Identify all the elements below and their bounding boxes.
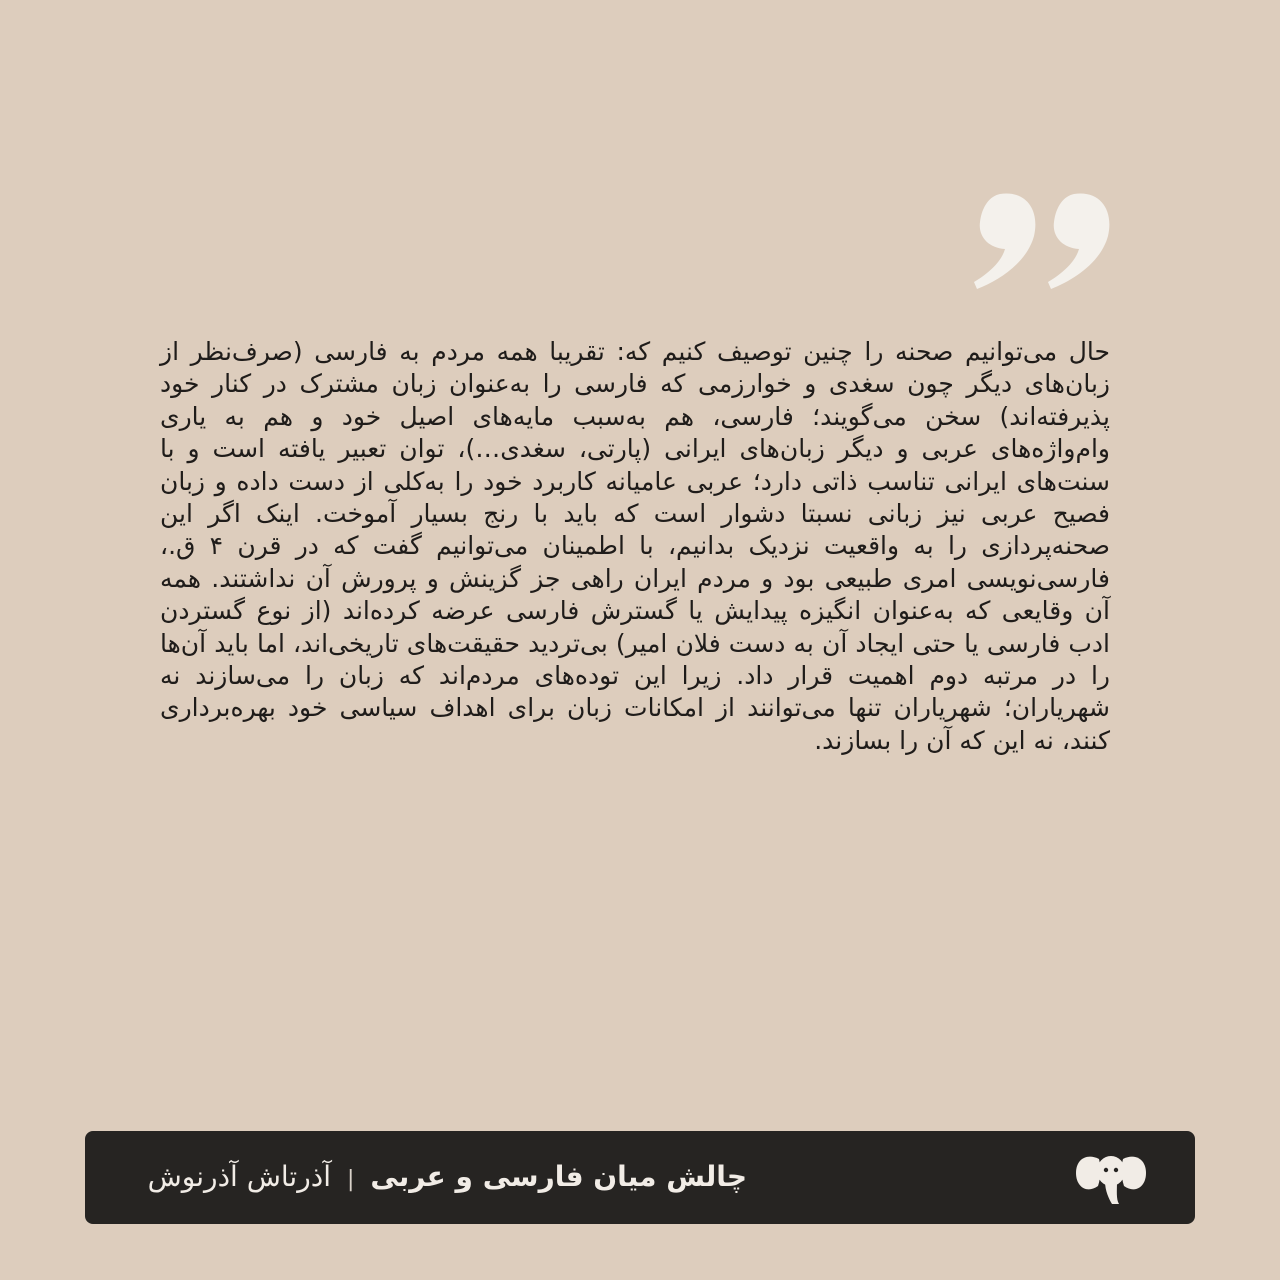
quote-text: حال می‌توانیم صحنه را چنین توصیف کنیم که: تقریبا همه مردم به فارسی (صرف‌نظر از زبان‌های دیگر چون سغدی و خوارزمی که فارسی را به‌عنوان زبان مشترک در کنار خود پذیرفته‌اند) سخن می‌گویند؛ فارسی، هم به‌سبب مایه‌های اصیل خود و هم به یاری وام‌واژه‌های عربی و دیگر زبان‌های ایرانی (پارتی، سغدی…)، توان تعبیر یافته است و با سنت‌های ایرانی تناسب ذاتی دارد؛ عربی عامیانه کاربرد خود را به‌کلی از دست داده و زبان فصیح عربی نیز زبانی نسبتا دشوار است که باید با رنج بسیار آموخت. اینک اگر این صحنه‌پردازی را به واقعیت نزدیک بدانیم، با اطمینان می‌توانیم گفت که در قرن ۴ ق.، فارسی‌نویسی امری طبیعی بود و مردم ایران راهی جز گزینش و پرورش آن نداشتند. همه آن وقایعی که به‌عنوان انگیزه پیدایش یا گسترش فارسی عرضه کرده‌اند (از نوع گستردن ادب فارسی یا حتی ایجاد آن به دست فلان امیر) بی‌تردید حقیقت‌های تاریخی‌اند، اما باید آن‌ها را در مرتبه دوم اهمیت قرار داد. زیرا این توده‌های مردم‌اند که زبان را می‌سازند نه شهریاران؛ شهریاران تنها می‌توانند از امکانات زبان برای اهداف سیاسی خود بهره‌برداری کنند، نه این که آن را بسازند. bbox=[160, 337, 1110, 755]
footer-caption bbox=[148, 1159, 747, 1198]
elephant-icon bbox=[1075, 1149, 1147, 1207]
book-title: چالش میان فارسی و عربی bbox=[370, 1160, 747, 1193]
footer-separator: | bbox=[347, 1167, 355, 1192]
quotation-mark-icon bbox=[962, 186, 1112, 296]
author-name: آذرتاش آذرنوش bbox=[147, 1160, 331, 1193]
footer-bar bbox=[85, 1131, 1195, 1224]
